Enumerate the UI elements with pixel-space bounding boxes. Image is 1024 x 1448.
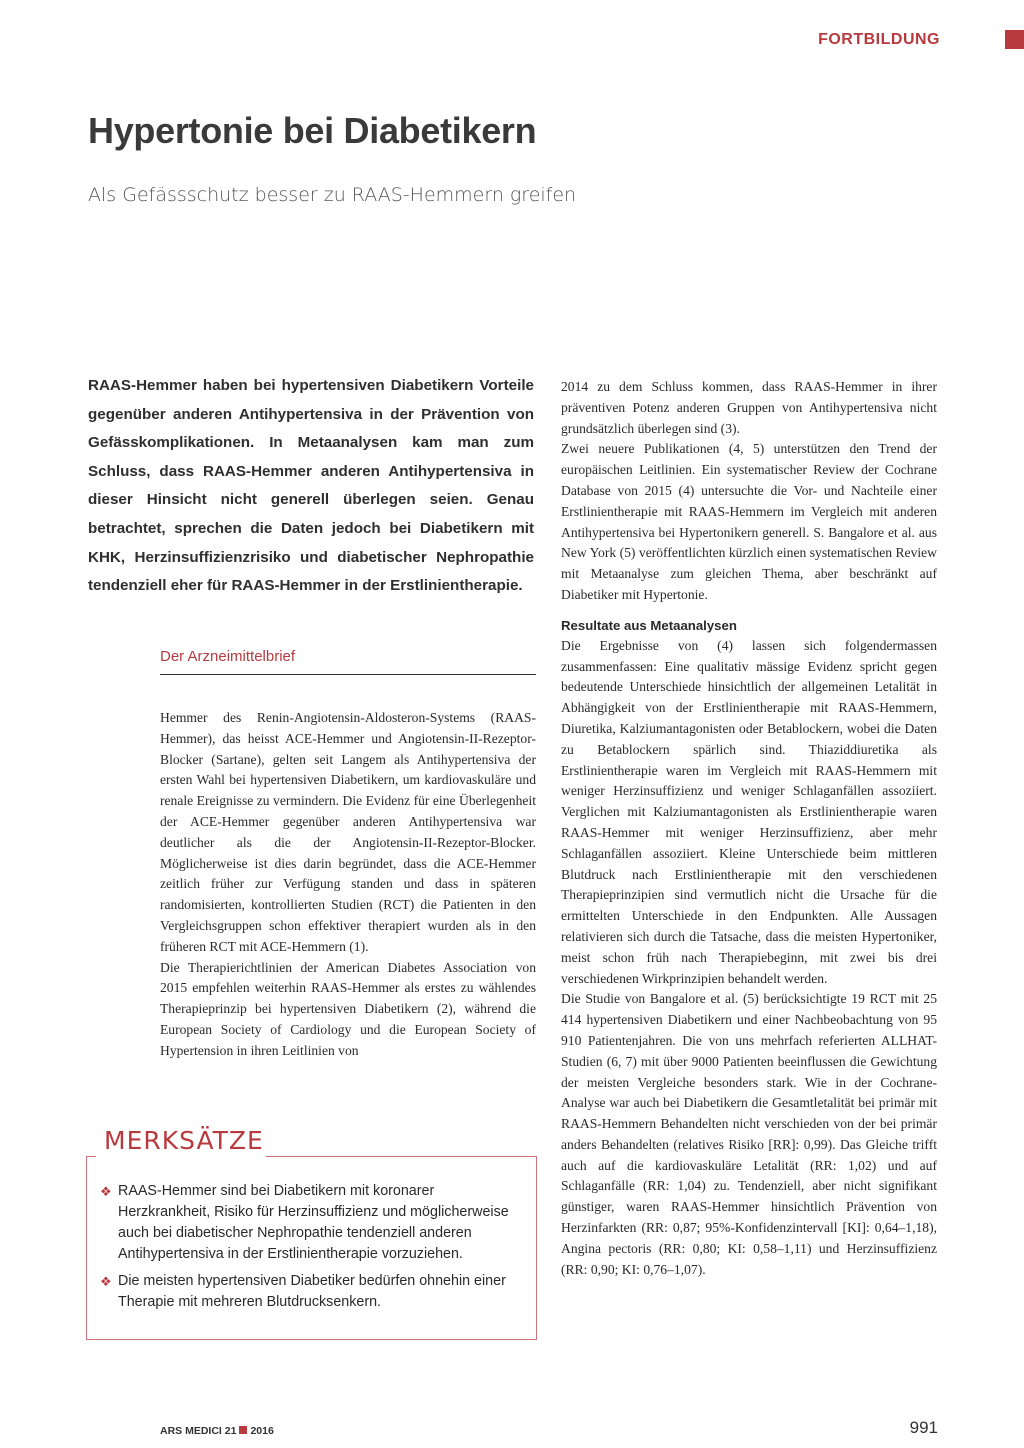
footer-journal <box>160 1425 274 1437</box>
list-item-text: Die meisten hypertensiven Diabetiker bedürfen ohnehin einer Therapie mit mehreren Blutdrucksenkern. <box>118 1273 506 1310</box>
body-paragraph: Die Therapierichtlinien der American Diabetes Association von 2015 empfehlen weiterhin RAAS-Hemmer als erstes zu wählendes Therapieprinzip bei hypertensiven Diabetikern (2), während die European Society of Cardiology und die European Society of Hypertension in ihren Leitlinien von <box>160 959 536 1058</box>
merksaetze-rule-left <box>86 1156 96 1157</box>
journal-year: 2016 <box>250 1425 274 1437</box>
merksaetze-title: MERKSÄTZE <box>104 1126 264 1155</box>
journal-name: ARS MEDICI 21 <box>160 1425 237 1437</box>
merksaetze-rule-right <box>266 1156 536 1157</box>
section-subheading: Resultate aus Metaanalysen <box>561 617 737 633</box>
body-paragraph: Zwei neuere Publikationen (4, 5) unterstützen den Trend der europäischen Leitlinien. Ein systematischer Review der Cochrane Database von 2015 (4) untersuchte die Vor- und Nachteile einer Erstlinientherapie mit RAAS-Hemmern im Vergleich mit anderen Antihypertensiva bei Hypertonikern generell. S. Bangalore et al. aus New York (5) veröffentlichten kürzlich einen systematischen Review mit Metaanalyse zum gleichen Thema, aber beschränkt auf Diabetiker mit Hypertonie. <box>561 441 937 602</box>
merksaetze-list <box>100 1181 520 1319</box>
body-paragraph: 2014 zu dem Schluss kommen, dass RAAS-Hemmer in ihrer präventiven Potenz anderen Gruppen von Antihypertensiva nicht grundsätzlich überlegen sind (3). <box>561 379 937 436</box>
body-paragraph: Die Ergebnisse von (4) lassen sich folgendermassen zusammenfassen: Eine qualitativ mässige Evidenz spricht gegen bedeutende Unterschiede hinsichtlich der allgemeinen Letalität in Abhängigkeit von der Erstlinientherapie mit RAAS-Hemmern, Diuretika, Kalziumantagonisten oder Betablockern, wobei die Daten zu Betablockern spärlich sind. Thiaziddiuretika als Erstlinientherapie waren im Vergleich mit RAAS-Hemmern mit weniger Herzinsuffizienz und weniger Schlaganfällen assoziiert. Verglichen mit Kalziumantagonisten als Erstlinientherapie waren RAAS-Hemmer mit weniger Herzinsuffizienz, aber mehr Schlaganfällen assoziiert. Kleine Unterschiede beim mittleren Blutdruck nach Erstlinientherapie mit den verschiedenen Therapieprinzipien sind vermutlich nicht die Ursache für die ermittelten Unterschiede in den Endpunkten. Alle Aussagen relativieren sich durch die Tatsache, dass die meisten Hypertoniker, meist schon früh nach Therapiebeginn, mit zwei bis drei verschiedenen Wirkprinzipien behandelt werden. <box>561 637 937 986</box>
author-name: Der Arzneimittelbrief <box>160 648 536 675</box>
footer-separator <box>239 1426 247 1434</box>
list-item <box>100 1271 520 1313</box>
section-label: FORTBILDUNG <box>818 31 940 48</box>
diamond-bullet-icon: ❖ <box>100 1184 112 1199</box>
page-number: 991 <box>909 1418 938 1437</box>
right-column <box>561 377 937 1280</box>
left-column <box>160 708 536 1062</box>
article-lead: RAAS-Hemmer haben bei hypertensiven Diabetikern Vorteile gegenüber anderen Antihypertensiva in der Prävention von Gefässkomplikationen. In Metaanalysen kam man zum Schluss, dass RAAS-Hemmer anderen Antihypertensiva in dieser Hinsicht nicht generell überlegen seien. Genau betrachtet, sprechen die Daten jedoch bei Diabetikern mit KHK, Herzinsuffizienzrisiko und diabetischer Nephropathie tendenziell eher für RAAS-Hemmer in der Erstlinientherapie. <box>88 377 534 595</box>
author-block <box>160 648 536 675</box>
list-item-text: RAAS-Hemmer sind bei Diabetikern mit koronarer Herzkrankheit, Risiko für Herzinsuffizienz und möglicherweise auch bei diabetischer Nephropathie tendenziell anderen Antihypertensiva in der Erstlinientherapie vorzuziehen. <box>118 1183 509 1262</box>
list-item <box>100 1181 520 1265</box>
article-subtitle: Als Gefässschutz besser zu RAAS-Hemmern greifen <box>88 184 577 206</box>
article-title: Hypertonie bei Diabetikern <box>88 110 537 151</box>
body-paragraph: Die Studie von Bangalore et al. (5) berücksichtigte 19 RCT mit 25 414 hypertensiven Diabetikern und einer Nachbeobachtung von 95 910 Patientenjahren. Die von uns mehrfach referierten ALLHAT-Studien (6, 7) mit über 9000 Patienten beeinflussen die Gewichtung der meisten Vergleiche besonders stark. Wie in der Cochrane-Analyse war auch bei Diabetikern die Gesamtletalität bei primär mit RAAS-Hemmern Behandelten nicht verschieden von der bei primär anders Behandelten (relatives Risiko [RR]: 0,99). Das Gleiche trifft auch auf die kardiovaskuläre Letalität (RR: 1,02) und auf Schlaganfälle (RR: 1,04) zu. Tendenziell, aber nicht signifikant günstiger, waren RAAS-Hemmer hinsichtlich Prävention von Herzinfarkten (RR: 0,87; 95%-Konfidenzintervall [KI]: 0,64–1,18), Angina pectoris (RR: 0,80; KI: 0,58–1,11) und Herzinsuffizienz (RR: 0,90; KI: 0,76–1,07). <box>561 991 937 1277</box>
body-paragraph: Hemmer des Renin-Angiotensin-Aldosteron-Systems (RAAS-Hemmer), das heisst ACE-Hemmer und Angiotensin-II-Rezeptor-Blocker (Sartane), gelten seit Langem als Antihypertensiva der ersten Wahl bei hypertensiven Diabetikern, um kardiovaskuläre und renale Ereignisse zu vermindern. Die Evidenz für eine Überlegenheit der ACE-Hemmer gegenüber anderen Antihypertensiva war deutlicher als die der Angiotensin-II-Rezeptor-Blocker. Möglicherweise ist dies darin begründet, dass die ACE-Hemmer zeitlich früher zur Verfügung standen und dass in späteren randomisierten, kontrollierten Studien (RCT) die Patienten in den Vergleichsgruppen schon effektiver therapiert wurden als in den früheren RCT mit ACE-Hemmern (1). <box>160 710 536 954</box>
diamond-bullet-icon: ❖ <box>100 1274 112 1289</box>
section-marker <box>1005 30 1024 49</box>
